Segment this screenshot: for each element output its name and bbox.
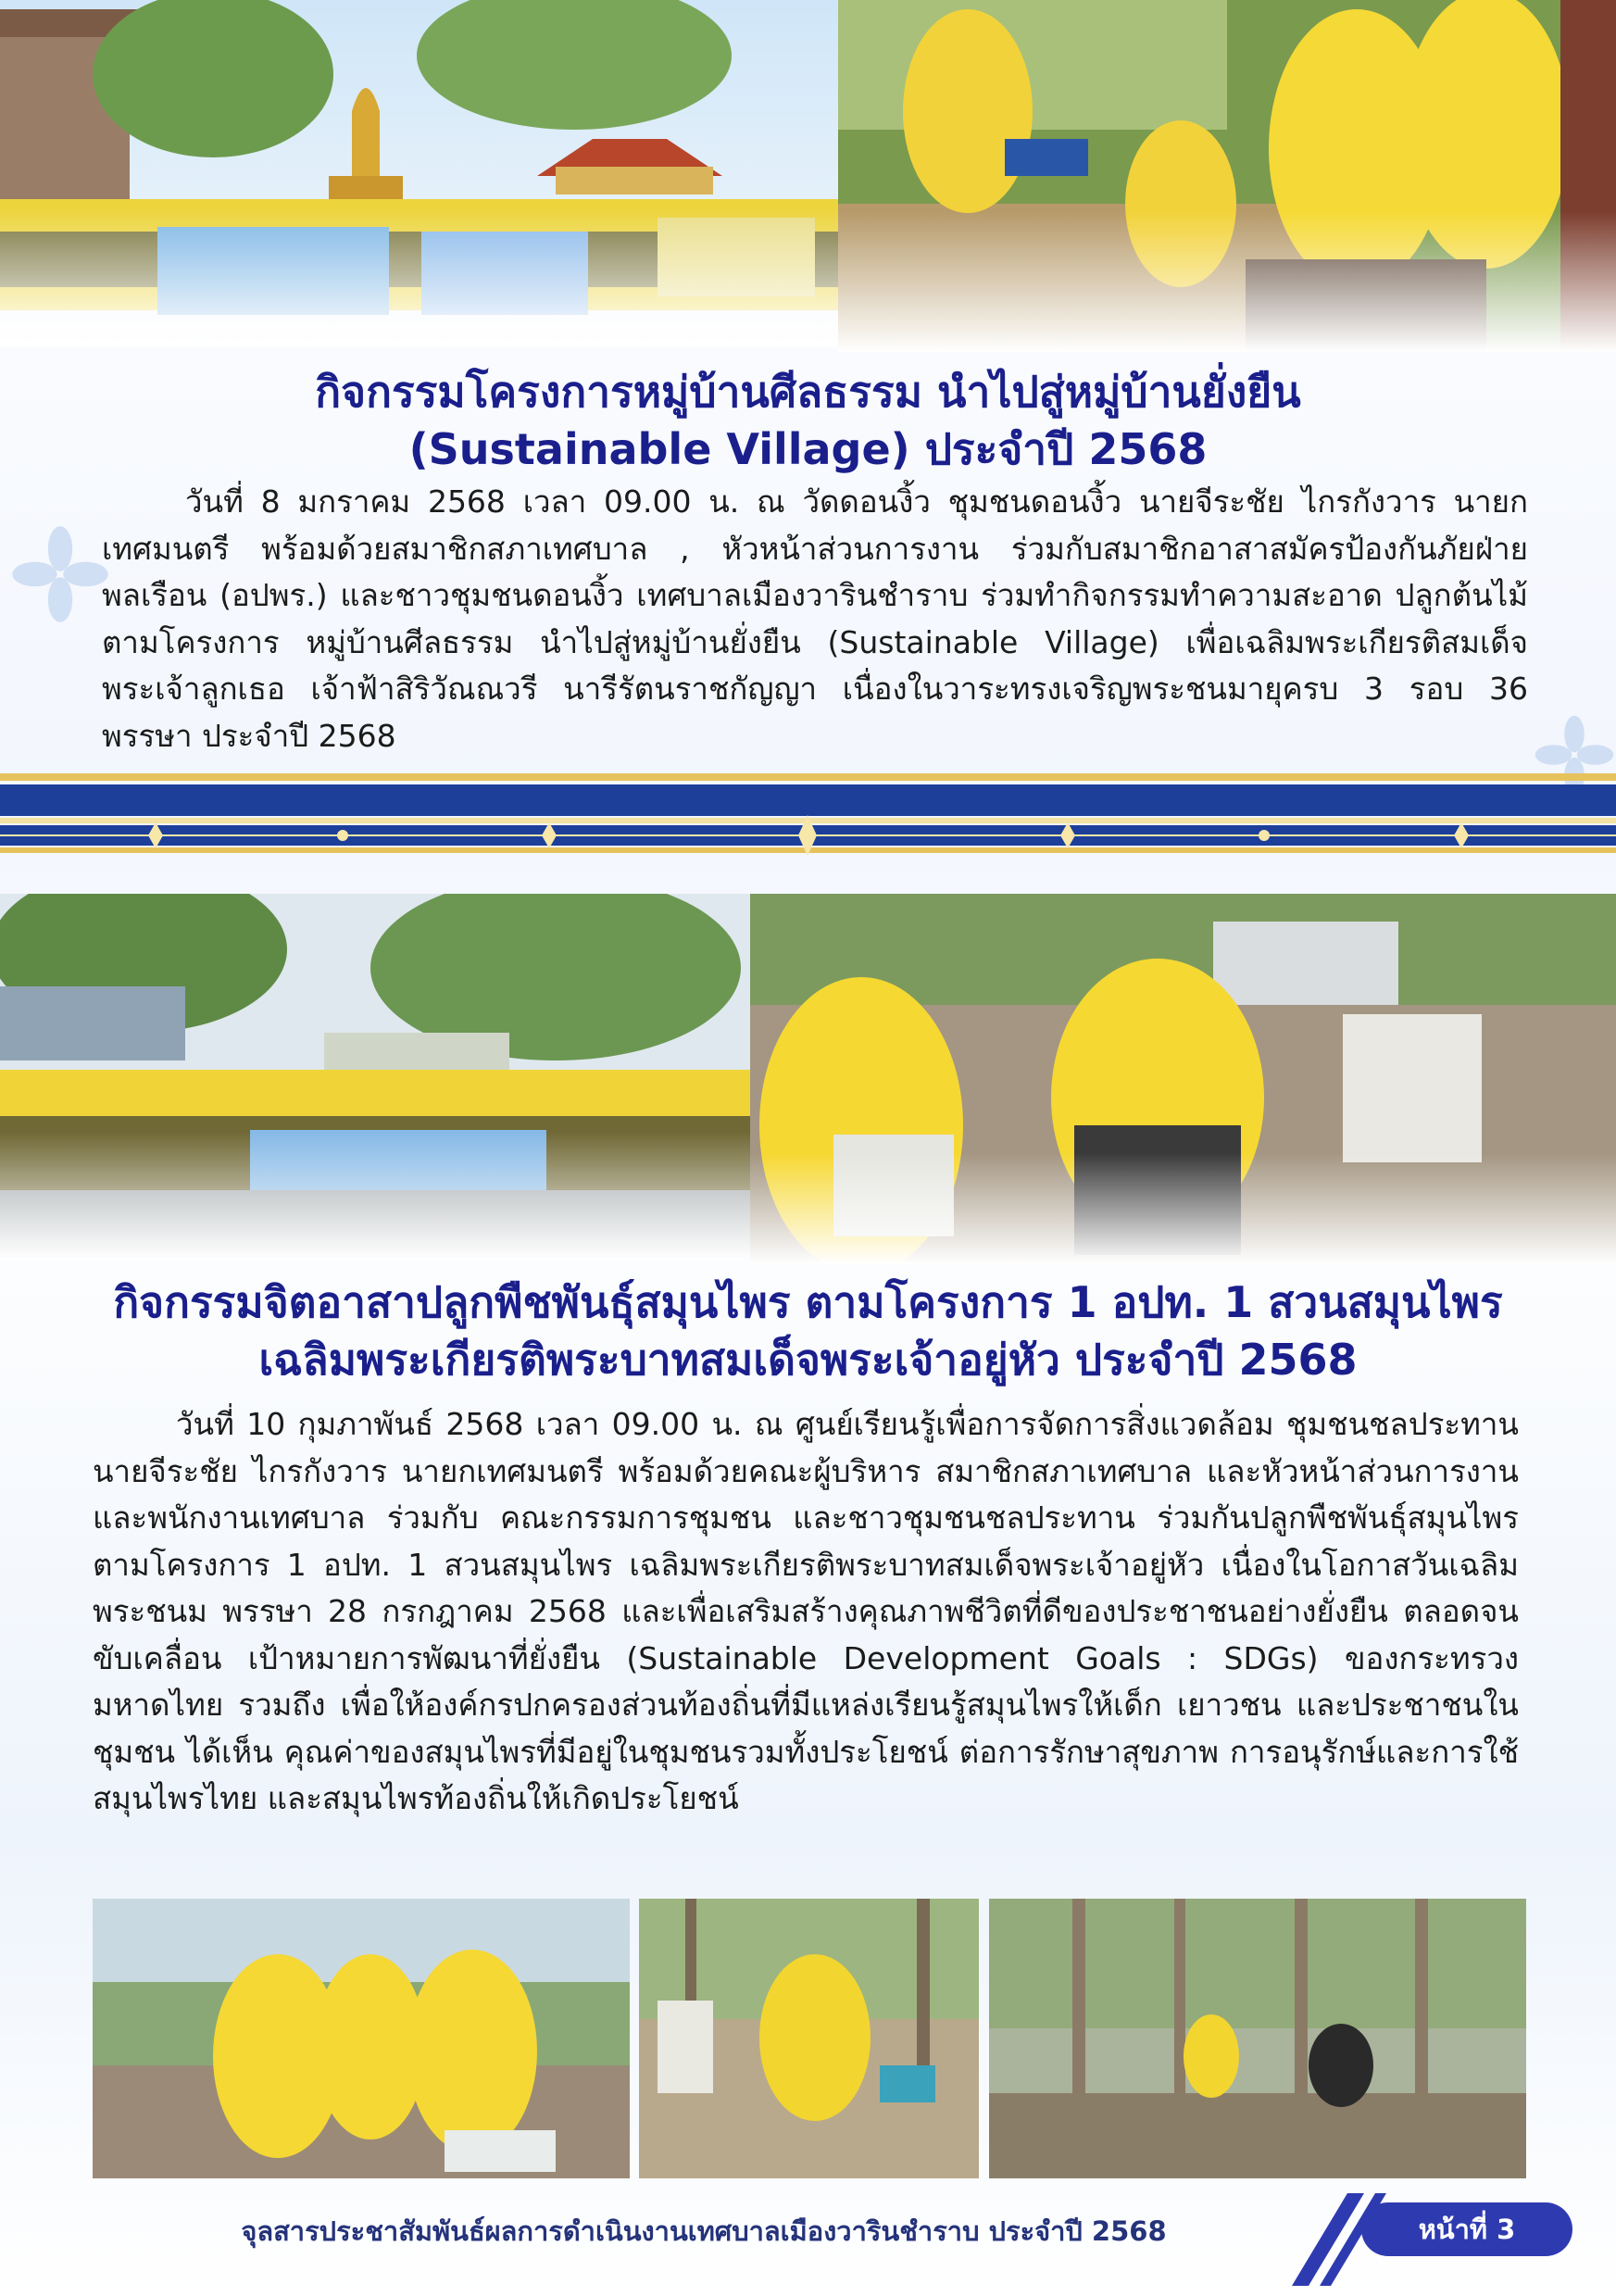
section1-paragraph: วันที่ 8 มกราคม 2568 เวลา 09.00 น. ณ วัดดอนงิ้ว ชุมชนดอนงิ้ว นายจีระชัย ไกรกังวาร นายกเทศมนตรี พร้อมด้วยสมาชิกสภาเทศบาล , หัวหน้าส่วนการงาน ร่วมกับสมาชิกอาสาสมัครป้องกันภัยฝ่ายพลเรือน (อปพร.) และชาวชุมชนดอนงิ้ว เทศบาลเมืองวารินชำราบ ร่วมทำกิจกรรมทำความสะอาด ปลูกต้นไม้ ตามโครงการ หมู่บ้านศีลธรรม นำไปสู่หมู่บ้านยั่งยืน (Sustainable Village) เพื่อเฉลิมพระเกียรติสมเด็จพระเจ้าลูกเธอ เจ้าฟ้าสิริวัณณวรี นารีรัตนราชกัญญา เนื่องในวาระทรงเจริญพระชนมายุครบ 3 รอบ 36 พรรษา ประจำปี 2568 — [102, 483, 1528, 754]
section1-title-line1: กิจกรรมโครงการหมู่บ้านศีลธรรม นำไปสู่หมู่บ้านยั่งยืน — [315, 367, 1301, 417]
photo-women-planting — [93, 1899, 630, 2178]
section2-title-line1: กิจกรรมจิตอาสาปลูกพืชพันธุ์สมุนไพร ตามโครงการ 1 อปท. 1 สวนสมุนไพร — [113, 1277, 1503, 1327]
section2-paragraph: วันที่ 10 กุมภาพันธ์ 2568 เวลา 09.00 น. ณ ศูนย์เรียนรู้เพื่อการจัดการสิ่งแวดล้อม ชุมชนชลประทาน นายจีระชัย ไกรกังวาร นายกเทศมนตรี พร้อมด้วยคณะผู้บริหาร สมาชิกสภาเทศบาล และหัวหน้าส่วนการงาน และพนักงานเทศบาล ร่วมกับ คณะกรรมการชุมชน และชาวชุมชนชลประทาน ร่วมกันปลูกพืชพันธุ์สมุนไพร ตามโครงการ 1 อปท. 1 สวนสมุนไพร เฉลิมพระเกียรติพระบาทสมเด็จพระเจ้าอยู่หัว เนื่องในโอกาสวันเฉลิมพระชนม พรรษา 28 กรกฎาคม 2568 และเพื่อเสริมสร้างคุณภาพชีวิตที่ดีของประชาชนอย่างยั่งยืน ตลอดจนขับเคลื่อน เป้าหมายการพัฒนาที่ยั่งยืน (Sustainable Development Goals : SDGs) ของกระทรวงมหาดไทย รวมถึง เพื่อให้องค์กรปกครองส่วนท้องถิ่นที่มีแหล่งเรียนรู้สมุนไพรให้เด็ก เยาวชน และประชาชนในชุมชน ได้เห็น คุณค่าของสมุนไพรที่มีอยู่ในชุมชนรวมทั้งประโยชน์ ต่อการรักษาสุขภาพ การอนุรักษ์และการใช้สมุนไพรไทย และสมุนไพรท้องถิ่นให้เกิดประโยชน์ — [93, 1406, 1519, 1816]
section1-title — [0, 363, 1616, 478]
flower-decoration-left — [9, 523, 111, 625]
ornamental-divider — [0, 773, 1616, 875]
photo-planting-herbs — [750, 894, 1616, 1264]
photo-man-planting — [639, 1899, 979, 2178]
publication-title: จุลสารประชาสัมพันธ์ผลการดำเนินงานเทศบาลเมืองวารินชำราบ ประจำปี 2568 — [241, 2215, 1167, 2247]
section2-body — [93, 1401, 1519, 1823]
section2-title — [0, 1273, 1616, 1388]
photo-tree-planting-forest — [989, 1899, 1526, 2178]
photo-planting-cleaning — [838, 0, 1616, 352]
section1-title-line2: (Sustainable Village) ประจำปี 2568 — [408, 424, 1208, 474]
page-number-badge: หน้าที่ 3 — [1361, 2202, 1572, 2256]
section1-body — [102, 479, 1528, 759]
photo-group-temple — [0, 0, 838, 347]
photo-group-herb-garden — [0, 894, 815, 1260]
section2-title-line2: เฉลิมพระเกียรติพระบาทสมเด็จพระเจ้าอยู่หัว ประจำปี 2568 — [258, 1335, 1358, 1385]
